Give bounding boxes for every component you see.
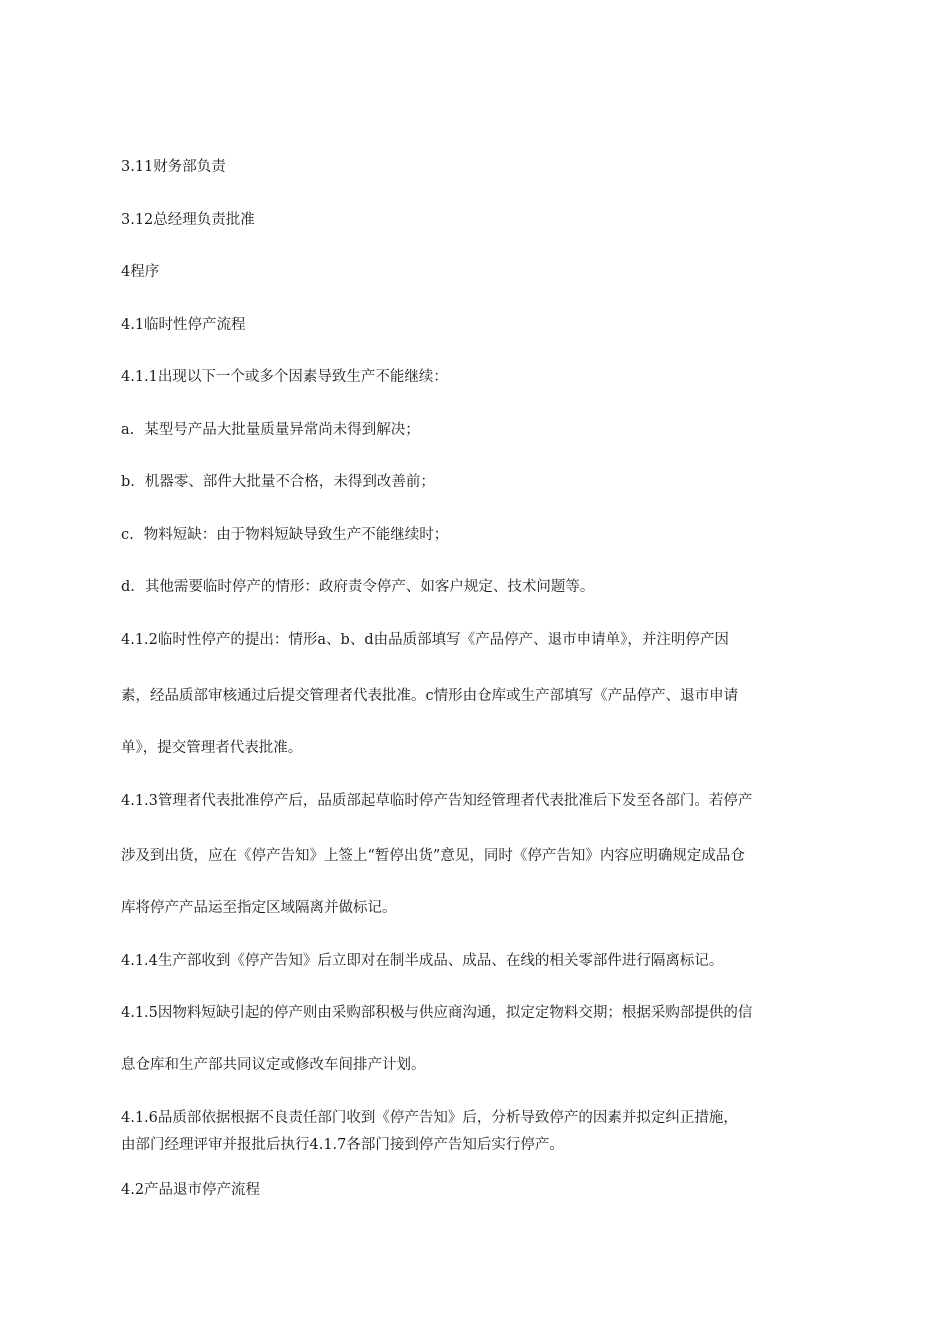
- list-item-a: [121, 420, 420, 440]
- list-item-label: c.: [121, 527, 134, 543]
- section-4-1-2-line-2: 素，经品质部审核通过后提交管理者代表批准。c情形由仓库或生产部填写《产品停产、退市申请: [121, 688, 739, 704]
- section-4-1-5-line-2: 息仓库和生产部共同议定或修改车间排产计划。: [121, 1057, 426, 1073]
- list-item-label: d.: [121, 579, 135, 595]
- section-3-11: 3.11财务部负责: [121, 159, 226, 175]
- list-item-label: a.: [121, 422, 135, 438]
- section-4-1-3-line-2: 涉及到出货，应在《停产告知》上签上“暂停出货”意见，同时《停产告知》内容应明确规定成品仓: [121, 848, 745, 864]
- section-4-1-6-line-2: 由部门经理评审并报批后执行4.1.7各部门接到停产告知后实行停产。: [121, 1137, 564, 1153]
- list-item-text: 某型号产品大批量质量异常尚未得到解决；: [144, 422, 420, 438]
- section-4-1-3-line-3: 库将停产产品运至指定区域隔离并做标记。: [121, 900, 397, 916]
- list-item-b: [121, 472, 435, 492]
- list-item-c: [121, 525, 448, 545]
- section-4-1-4: 4.1.4生产部收到《停产告知》后立即对在制半成品、成品、在线的相关零部件进行隔离标记。: [121, 953, 724, 969]
- list-item-text: 其他需要临时停产的情形：政府责令停产、如客户规定、技术问题等。: [144, 579, 595, 595]
- list-item-label: b.: [121, 474, 135, 490]
- section-3-12: 3.12总经理负责批准: [121, 212, 255, 228]
- list-item-text: 物料短缺：由于物料短缺导致生产不能继续时；: [143, 527, 449, 543]
- section-4-1-3-line-1: 4.1.3管理者代表批准停产后，品质部起草临时停产告知经管理者代表批准后下发至各部门。若停产: [121, 793, 753, 809]
- list-item-text: 机器零、部件大批量不合格，未得到改善前；: [144, 474, 435, 490]
- section-4-1-1: 4.1.1出现以下一个或多个因素导致生产不能继续：: [121, 369, 448, 385]
- section-4-1-6-line-1: 4.1.6品质部依据根据不良责任部门收到《停产告知》后，分析导致停产的因素并拟定纠正措施，: [121, 1110, 738, 1126]
- section-4-1-heading: 4.1临时性停产流程: [121, 317, 246, 333]
- section-4-heading: 4程序: [121, 264, 160, 280]
- section-4-2-heading: 4.2产品退市停产流程: [121, 1182, 261, 1198]
- section-4-1-2-line-3: 单》，提交管理者代表批准。: [121, 740, 303, 756]
- list-item-d: [121, 577, 594, 597]
- section-4-1-5-line-1: 4.1.5因物料短缺引起的停产则由采购部积极与供应商沟通，拟定定物料交期；根据采购部提供的信: [121, 1005, 753, 1021]
- section-4-1-2-line-1: 4.1.2临时性停产的提出：情形a、b、d由品质部填写《产品停产、退市申请单》，并注明停产因: [121, 632, 729, 648]
